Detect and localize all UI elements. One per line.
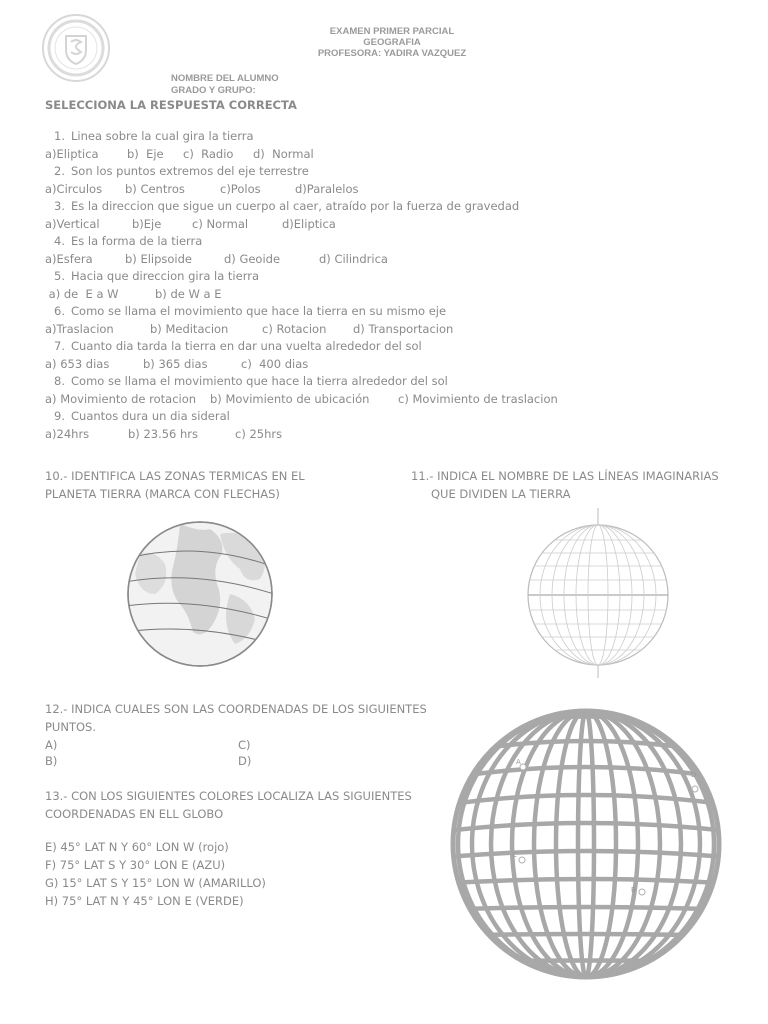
question-text: Como se llama el movimiento que hace la tierra alrededor del sol [71, 374, 448, 388]
question-text: Es la forma de la tierra [71, 234, 203, 248]
school-seal-icon [44, 16, 108, 80]
option: a)Esfera [45, 251, 93, 266]
section-10-line: 10.- IDENTIFICA LAS ZONAS TERMICAS EN EL [45, 469, 305, 483]
section-11-line: 11.- INDICA EL NOMBRE DE LAS LÍNEAS IMAGINARIAS [411, 469, 719, 483]
question-text: Cuanto dia tarda la tierra en dar una vuelta alrededor del sol [71, 339, 422, 353]
option: b) Eje [127, 146, 164, 161]
answer-label-d: D) [238, 754, 252, 768]
question-6 [45, 303, 745, 321]
answer-label-c: C) [238, 738, 251, 752]
question-4-options [45, 251, 745, 269]
question-text: Hacia que direccion gira la tierra [71, 269, 260, 283]
coordinate-item: G) 15° LAT S Y 15° LON W (AMARILLO) [45, 876, 266, 890]
question-number: 5. [54, 269, 65, 283]
option: d)Paralelos [295, 181, 359, 196]
question-4 [45, 233, 745, 251]
question-7 [45, 338, 745, 356]
option: a)Eliptica [45, 146, 99, 161]
option: a) 653 dias [45, 356, 110, 371]
option: b) Movimiento de ubicación [210, 391, 370, 406]
earth-globe-image [120, 514, 280, 674]
option: b) 365 dias [143, 356, 208, 371]
option: c)Polos [220, 181, 261, 196]
question-7-options [45, 356, 745, 374]
question-number: 6. [54, 304, 65, 318]
option: d) Cilindrica [319, 251, 388, 266]
section-11-prompt [411, 467, 751, 503]
grade-group-label: GRADO Y GRUPO: [171, 85, 256, 96]
point-a-label: A [516, 758, 521, 766]
point-b-label: B [631, 886, 636, 894]
question-number: 1. [54, 129, 65, 143]
question-8 [45, 373, 745, 391]
question-number: 4. [54, 234, 65, 248]
question-text: Linea sobre la cual gira la tierra [71, 129, 254, 143]
option: a)24hrs [45, 426, 90, 441]
subject-line: GEOGRAFIA [363, 37, 421, 48]
question-text: Es la direccion que sigue un cuerpo al caer, atraído por la fuerza de gravedad [71, 199, 520, 213]
point-d-marker [692, 786, 698, 792]
option: d) Transportacion [353, 321, 454, 336]
section-13-prompt [45, 787, 445, 823]
section-11-line: QUE DIVIDEN LA TIERRA [431, 487, 571, 501]
option: a)Vertical [45, 216, 100, 231]
option: b) Meditacion [150, 321, 229, 336]
question-text: Son los puntos extremos del eje terrestre [71, 164, 309, 178]
instruction-heading: SELECCIONA LA RESPUESTA CORRECTA [45, 98, 297, 112]
question-number: 7. [54, 339, 65, 353]
exam-title [292, 26, 492, 59]
coordinate-item: F) 75° LAT S Y 30° LON E (AZU) [45, 858, 226, 872]
option: c) 25hrs [235, 426, 283, 441]
section-13-line: COORDENADAS EN ELL GLOBO [45, 807, 224, 821]
question-2-options [45, 181, 745, 199]
question-5-options [45, 286, 745, 304]
question-number: 2. [54, 164, 65, 178]
coordinate-item: E) 45° LAT N Y 60° LON W (rojo) [45, 840, 229, 854]
point-c-label: C [512, 851, 517, 859]
option: c) Radio [183, 146, 234, 161]
question-3 [45, 198, 745, 216]
section-12-prompt [45, 700, 445, 736]
answer-label-b: B) [45, 754, 58, 768]
question-8-options [45, 391, 745, 409]
option: b) Elipsoide [125, 251, 192, 266]
section-10-prompt [45, 467, 375, 503]
question-text: Cuantos dura un dia sideral [71, 409, 230, 423]
option: b) Centros [125, 181, 185, 196]
question-3-options [45, 216, 745, 234]
question-number: 9. [54, 409, 65, 423]
option: d) Geoide [224, 251, 281, 266]
wire-grid-globe-image [436, 694, 736, 994]
exam-title-line: EXAMEN PRIMER PARCIAL [329, 26, 455, 37]
option: d)Eliptica [282, 216, 336, 231]
option: d) Normal [253, 146, 314, 161]
option: c) 400 dias [241, 356, 309, 371]
answer-label-a: A) [45, 738, 58, 752]
option: b)Eje [132, 216, 162, 231]
questions-list [45, 128, 745, 443]
student-name-label: NOMBRE DEL ALUMNO [171, 73, 279, 84]
teacher-line: PROFESORA: YADIRA VAZQUEZ [317, 48, 467, 59]
coordinates-list [45, 838, 266, 910]
question-5 [45, 268, 745, 286]
option: b) 23.56 hrs [128, 426, 199, 441]
option: c) Movimiento de traslacion [398, 391, 558, 406]
lat-lon-globe-image [518, 508, 678, 678]
question-1-options [45, 146, 745, 164]
option: c) Normal [192, 216, 249, 231]
point-d-label: D [691, 771, 697, 779]
point-a-marker [520, 764, 526, 770]
coordinate-item: H) 75° LAT N Y 45° LON E (VERDE) [45, 894, 244, 908]
section-10-line: PLANETA TIERRA (MARCA CON FLECHAS) [45, 487, 280, 501]
section-12-line: PUNTOS. [45, 720, 96, 734]
question-number: 8. [54, 374, 65, 388]
school-logo [42, 14, 110, 82]
question-6-options [45, 321, 745, 339]
question-text: Como se llama el movimiento que hace la tierra en su mismo eje [71, 304, 447, 318]
option: c) Rotacion [262, 321, 327, 336]
option: a)Traslacion [45, 321, 114, 336]
section-12-line: 12.- INDICA CUALES SON LAS COORDENADAS DE LOS SIGUIENTES [45, 702, 427, 716]
point-c-marker [519, 857, 525, 863]
question-9 [45, 408, 745, 426]
question-1 [45, 128, 745, 146]
option: b) de W a E [155, 286, 222, 301]
question-2 [45, 163, 745, 181]
question-9-options [45, 426, 745, 444]
option: a) Movimiento de rotacion [45, 391, 197, 406]
option: a)Circulos [45, 181, 103, 196]
option: a) de E a W [45, 286, 119, 301]
point-b-marker [639, 889, 645, 895]
section-13-line: 13.- CON LOS SIGUIENTES COLORES LOCALIZA LAS SIGUIENTES [45, 789, 412, 803]
question-number: 3. [54, 199, 65, 213]
